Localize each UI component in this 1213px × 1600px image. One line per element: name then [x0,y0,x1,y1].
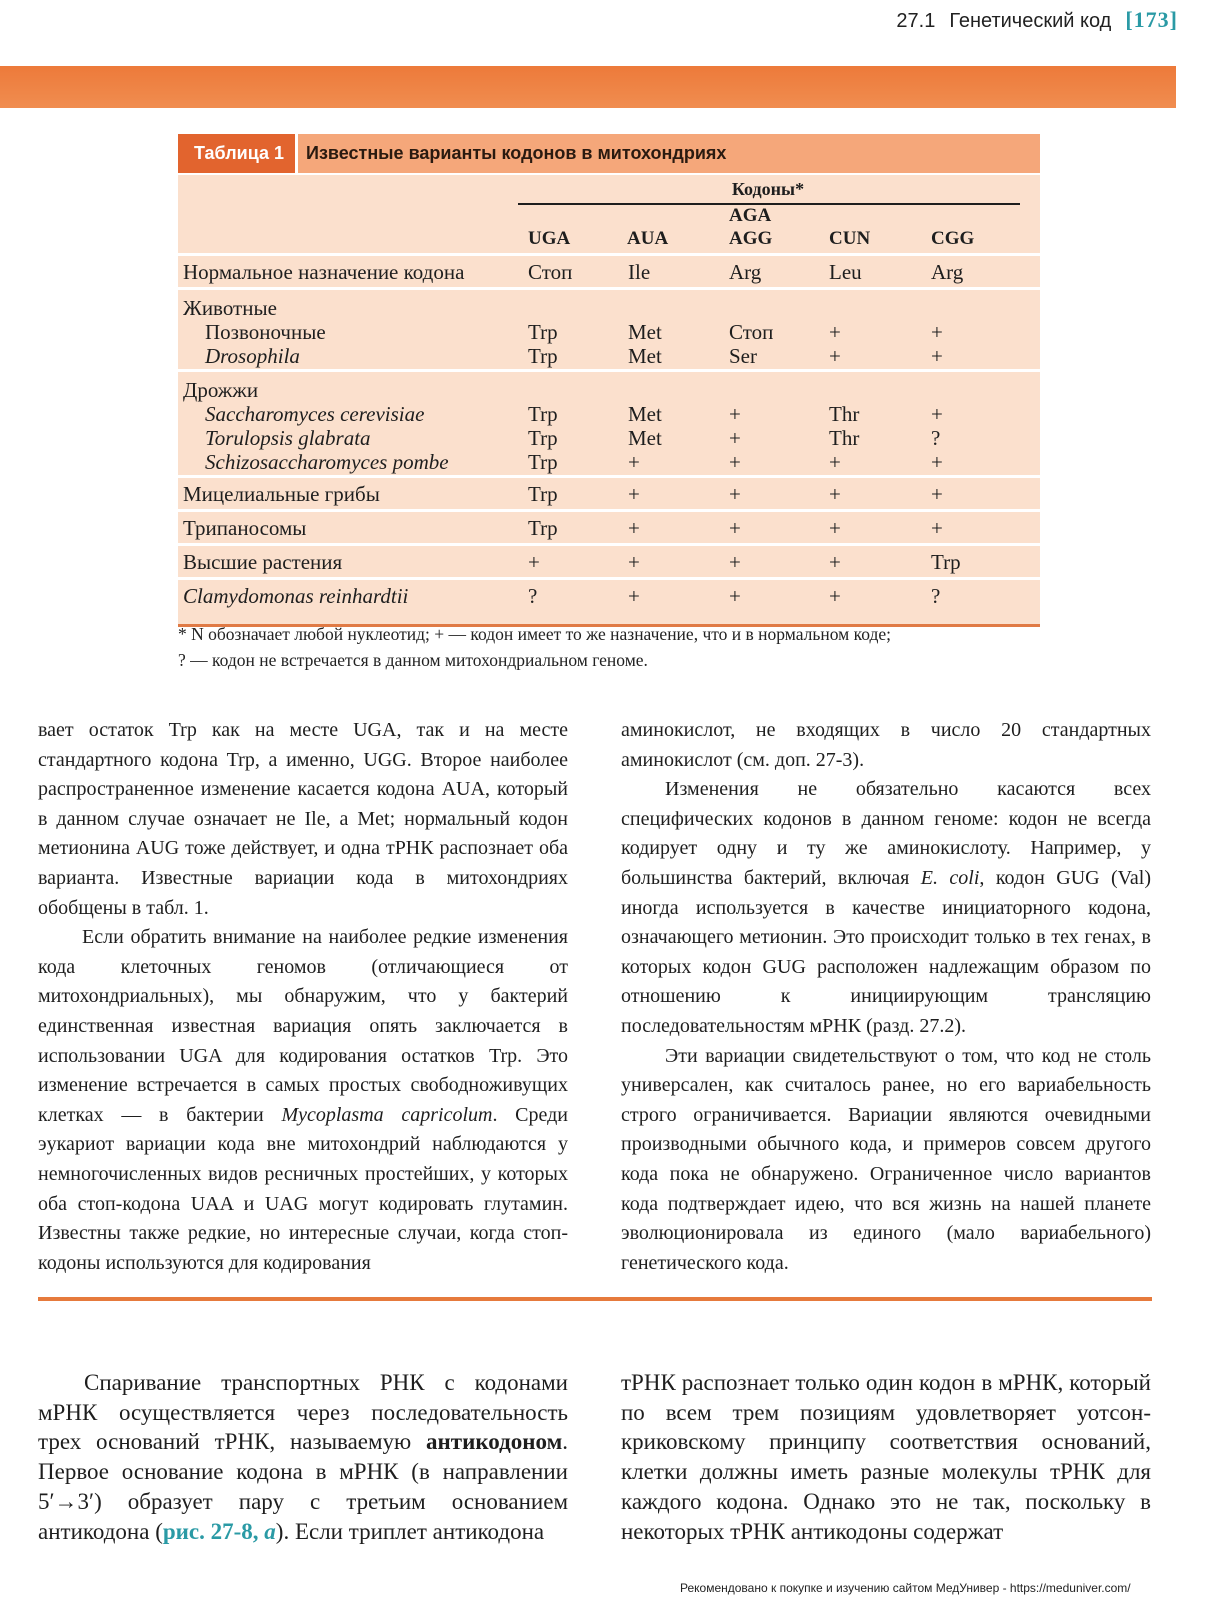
cell: + [628,516,640,540]
cell: + [931,320,943,344]
page-credit: Рекомендовано к покупке и изучению сайтом МедУнивер - https://meduniver.com/ [680,1581,1131,1595]
cell: Trp [931,550,961,574]
table-title: Известные варианты кодонов в митохондриях [306,143,727,163]
cell: Trp [528,402,558,426]
cell: + [829,344,841,368]
paragraph: вает остаток Trp как на месте UGA, так и на месте стандартного кодона Trp, а именно, UGG. Второе наиболее распространенное изменение касается кодона AUA, который в данном случае означает не Ile, а Met; нормальный кодон метионина AUG тоже действует, и одна тРНК распознает оба варианта. Известные вариации кода в митохондриях обобщены в табл. 1. [38,719,568,919]
text-run: . Первое основание кодона в мРНК (в направлении 5′→3′) образует пару с третьим основанием антикодона ( [38,1429,568,1544]
text-run: . Среди эукариот вариации кода вне митохондрий наблюдаются у немногочисленных видов ресничных простейших, у которых оба стоп-кодона UAA и UAG могут кодировать глутамин. Известны также редкие, но интересные случаи, когда стоп-кодоны используются для кодирования [38,1103,568,1274]
cell: Trp [528,516,558,540]
text-run: Изменения не обязательно касаются всех специфических кодонов в данном геноме: кодон не всегда кодирует одну и ту же аминокислоту. Например, у большинства бактерий, включая [621,778,1151,889]
paragraph: Эти вариации свидетельствуют о том, что код не столь универсален, как считалось ранее, но его вариабельность строго ограничивается. Вариации являются очевидными производными обычного кода, и примеров совсем другого кода пока не обнаружено. Ограниченное число вариантов кода подтверждает идею, что вся жизнь на нашей планете эволюционировала из единого (мало вариабельного) генетического кода. [621,1044,1151,1274]
paragraph: аминокислот, не входящих в число 20 стандартных аминокислот (см. доп. 27-3). [621,719,1151,771]
table-row [178,253,1040,287]
row-label: Позвоночные [205,320,326,344]
cell: + [729,426,741,450]
cell: Leu [829,260,862,284]
species-name: Mycoplasma capricolum [281,1103,493,1126]
codon-table [178,175,1040,627]
column-header: CUN [829,228,871,249]
cell: Arg [729,260,762,284]
cell: Стоп [528,260,573,284]
table-footnote: ? — кодон не встречается в данном митохондриальном геноме. [178,650,648,670]
table-footnote: * N обозначает любой нуклеотид; + — кодон имеет то же назначение, что и в нормальном коде; [178,624,891,644]
table-tag: Таблица 1 [178,134,298,173]
table-row [178,577,1040,624]
cell: + [628,550,640,574]
cell: Met [628,402,662,426]
paragraph [621,775,1151,1041]
cell: + [931,344,943,368]
cell: + [829,584,841,608]
cell: + [829,450,841,474]
text-run: Если обратить внимание на наиболее редкие изменения кода клеточных геномов (отличающиеся от митохондриальных), мы обнаружим, что у бактерий единственная известная вариация опять заключается в использовании UGA для кодирования остатков Trp. Это изменение встречается в самых простых свободноживущих клетках — в бактерии [38,926,568,1126]
cell: + [729,516,741,540]
column-header: AGG [729,228,773,249]
cell: ? [931,426,941,450]
cell: + [829,516,841,540]
cell: + [729,402,741,426]
section-title: Генетический код [949,10,1112,32]
group-label: Животные [183,296,277,320]
cell: + [628,482,640,506]
main-column-right [621,1368,1151,1546]
cell: Trp [528,344,558,368]
cell: Ser [729,344,757,368]
column-header-line1: AGA [729,205,772,226]
row-label: Schizosaccharomyces pombe [205,450,449,474]
cell: + [729,450,741,474]
column-header: CGG [931,228,975,249]
cell: Trp [528,482,558,506]
cell: + [829,550,841,574]
row-label: Высшие растения [183,550,343,574]
paragraph [38,1368,568,1546]
cell: Стоп [729,320,774,344]
cell: + [628,584,640,608]
row-label: Нормальное назначение кодона [183,260,465,284]
cell: Ile [628,260,651,284]
figure-reference-panel: а [264,1518,276,1544]
cell: + [729,482,741,506]
key-term: антикодоном [426,1429,563,1455]
cell: Arg [931,260,964,284]
text-run: Спаривание транспортных РНК с кодонами мРНК осуществляется через последовательность трех оснований тРНК, называемую [38,1370,568,1455]
row-label: Drosophila [205,344,300,368]
cell: Trp [528,426,558,450]
row-label: Saccharomyces cerevisiae [205,402,425,426]
row-label: Мицелиальные грибы [183,482,380,506]
running-header [0,4,1178,36]
column-header: UGA [528,228,571,249]
species-name: E. coli [920,866,980,889]
cell: ? [528,584,538,608]
group-label: Дрожжи [183,378,259,402]
paragraph [38,923,568,1278]
row-label: Clamydomonas reinhardtii [183,584,409,608]
cell: Trp [528,450,558,474]
box-column-left [38,716,568,1278]
cell: Met [628,344,662,368]
text-run: ). Если триплет антикодона [275,1518,545,1544]
table-row [178,543,1040,577]
decorative-band [0,66,1176,108]
cell: Met [628,426,662,450]
paragraph: тРНК распознает только один кодон в мРНК, который по всем трем позициям удовлетворяет уотсон-криковскому принципу соответствия оснований, клетки должны иметь разные молекулы тРНК для каждого кодона. Однако это не так, поскольку в некоторых тРНК антикодоны содержат [621,1370,1151,1544]
cell: Thr [829,426,860,450]
section-number: 27.1 [896,10,936,32]
cell: ? [931,584,941,608]
cell: + [829,482,841,506]
cell: + [931,482,943,506]
cell: Thr [829,402,860,426]
cell: + [528,550,540,574]
codons-group-header: Кодоны* [731,179,805,199]
cell: + [931,516,943,540]
cell: Met [628,320,662,344]
table-row-group [178,369,1040,475]
cell: Trp [528,320,558,344]
table-row [178,475,1040,509]
cell: + [931,450,943,474]
box-column-right [621,716,1151,1278]
table-caption [178,134,1040,173]
cell: + [931,402,943,426]
row-label: Трипаносомы [183,516,307,540]
cell: + [628,450,640,474]
figure-reference-text: рис. 27-8, [162,1518,265,1544]
table-row [178,509,1040,543]
table-row-group [178,287,1040,369]
cell: + [729,584,741,608]
cell: + [829,320,841,344]
text-run: , кодон GUG (Val) иногда используется в качестве инициаторного кодона, означающего метионин. Это происходит только в тех генах, в которых кодон GUG расположен надлежащим образом по отношению к инициирующим трансляцию последовательностям мРНК (разд. 27.2). [621,866,1151,1037]
column-header: AUA [627,228,669,249]
box-separator [38,1297,1152,1301]
page-number: [173] [1125,7,1178,32]
cell: + [729,550,741,574]
main-column-left [38,1368,568,1546]
row-label: Torulopsis glabrata [205,426,371,450]
figure-reference[interactable] [163,1519,276,1544]
